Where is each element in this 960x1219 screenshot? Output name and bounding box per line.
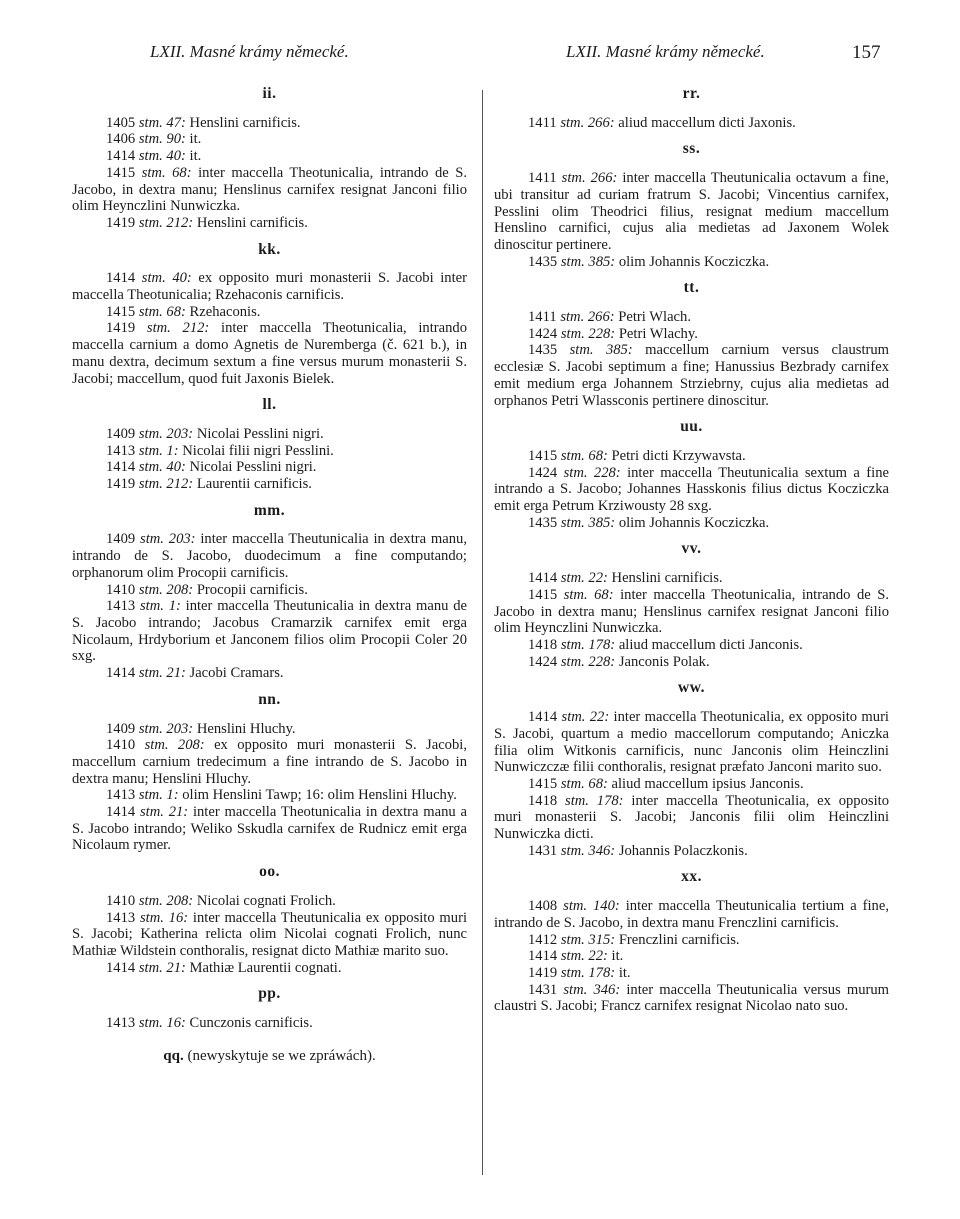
entry-reference: stm. 266: xyxy=(560,309,615,326)
record-entry xyxy=(72,893,467,910)
section xyxy=(494,141,889,270)
entry-reference: stm. 266: xyxy=(560,114,615,131)
entry-text: maccellum carnium versus claustrum ecclesiæ S. Jacobi septimum a fine; Hanussius Bezbrady carnifex emit medium erga Johannem Strziebrny, cujus alia medietas ad orphanos Petri Wlassconis pertinere dinoscitur. xyxy=(494,342,890,409)
record-entry xyxy=(494,654,889,671)
section-heading: nn. xyxy=(258,690,281,708)
entry-reference: stm. 1: xyxy=(138,787,179,804)
entry-reference: stm. 346: xyxy=(560,842,616,859)
entry-reference: stm. 228: xyxy=(560,653,616,670)
record-entry xyxy=(72,531,467,581)
entry-text: ex opposito muri monasterii S. Jacobi inter maccella Theotunicalia; Rzehaconis carnificis. xyxy=(72,270,467,304)
section xyxy=(494,419,889,531)
record-entry xyxy=(494,948,889,965)
note-label: qq. xyxy=(163,1047,184,1064)
section-heading: xx. xyxy=(681,868,702,886)
section-heading: oo. xyxy=(259,863,280,881)
entry-text: it. xyxy=(607,948,624,965)
entry-reference: stm. 68: xyxy=(563,586,614,603)
entry-year: 1409 xyxy=(106,531,136,548)
record-entry xyxy=(72,270,467,303)
entry-text: inter maccella Theutunicalia octavum a fine, ubi transitur ad curiam fratrum S. Jacobi; Vincentius carnifex, Pesslini olim Theodrici filius, resignat medium maccellum Henslino carnifici, cujus alia medietas ad Jaxonem Wolek dinoscitur pertinere. xyxy=(494,170,890,253)
record-entry xyxy=(494,587,889,637)
entry-year: 1424 xyxy=(528,464,558,481)
entry-year: 1410 xyxy=(106,737,136,754)
section xyxy=(494,869,889,1015)
entry-year: 1409 xyxy=(106,720,136,737)
record-entry xyxy=(72,737,467,787)
entry-year: 1410 xyxy=(106,581,136,598)
left-column xyxy=(72,86,467,1064)
entry-reference: stm. 22: xyxy=(560,570,608,587)
section-heading: ll. xyxy=(262,396,277,414)
entry-reference: stm. 315: xyxy=(560,931,616,948)
entry-text: inter maccella Theotunicalia, intrando de S. Jacobo in dextra manu; Henslinus carnifex resignat Janconi filio olim Heynczlini Nunwiczka. xyxy=(494,586,889,637)
entry-text: olim Henslini Tawp; 16: olim Henslini Hluchy. xyxy=(178,787,457,804)
entry-year: 1419 xyxy=(106,214,136,231)
entry-year: 1419 xyxy=(528,964,558,981)
entry-year: 1418 xyxy=(528,636,558,653)
running-title-left: LXII. Masné krámy německé. xyxy=(150,42,349,61)
entry-reference: stm. 385: xyxy=(560,253,616,270)
entry-text: it. xyxy=(185,148,202,165)
entry-reference: stm. 47: xyxy=(138,114,186,131)
entry-reference: stm. 16: xyxy=(139,909,189,926)
record-entry xyxy=(494,448,889,465)
entry-text: Petri dicti Krzywavsta. xyxy=(607,447,746,464)
entry-year: 1413 xyxy=(106,442,136,459)
section-heading: ss. xyxy=(682,140,701,158)
record-entry xyxy=(72,148,467,165)
entry-text: aliud maccellum dicti Janconis. xyxy=(615,636,803,653)
entry-year: 1415 xyxy=(528,447,558,464)
section-heading: vv. xyxy=(681,540,702,558)
record-entry xyxy=(72,804,467,854)
section-heading: ww. xyxy=(678,679,705,697)
entry-year: 1414 xyxy=(106,459,136,476)
record-entry xyxy=(494,170,889,254)
entry-year: 1409 xyxy=(106,425,136,442)
entry-reference: stm. 22: xyxy=(560,948,608,965)
entry-year: 1414 xyxy=(106,148,136,165)
record-entry xyxy=(494,570,889,587)
entry-text: Jacobi Cramars. xyxy=(185,665,284,682)
entry-text: Henslini carnificis. xyxy=(185,114,301,131)
entry-text: Petri Wlachy. xyxy=(615,325,698,342)
entry-year: 1408 xyxy=(528,898,558,915)
entry-text: inter maccella Theutunicalia in dextra manu de S. Jacobo intrando; Jacobus Cramarzik carnifex emit erga Nicolaum, Hrdyborium et Janconem filios olim Procopii Coler 20 sxg. xyxy=(72,598,467,665)
record-entry xyxy=(72,960,467,977)
entry-text: Johannis Polaczkonis. xyxy=(615,842,748,859)
section xyxy=(72,503,467,682)
section xyxy=(72,242,467,388)
record-entry xyxy=(494,465,889,515)
record-entry xyxy=(72,1015,467,1032)
entry-year: 1413 xyxy=(106,787,136,804)
entry-reference: stm. 68: xyxy=(560,775,608,792)
entry-reference: stm. 203: xyxy=(140,531,196,548)
record-entry xyxy=(494,342,889,409)
entry-reference: stm. 68: xyxy=(141,164,192,181)
entry-year: 1414 xyxy=(106,665,136,682)
section-heading: kk. xyxy=(258,240,281,258)
entry-year: 1415 xyxy=(106,303,136,320)
entry-reference: stm. 21: xyxy=(138,665,186,682)
record-entry xyxy=(72,582,467,599)
entry-reference: stm. 68: xyxy=(138,303,186,320)
entry-year: 1414 xyxy=(106,270,136,287)
entry-text: Henslini carnificis. xyxy=(607,570,723,587)
right-column xyxy=(494,86,889,1015)
entry-year: 1414 xyxy=(528,948,558,965)
record-entry xyxy=(72,115,467,132)
section-note xyxy=(72,1048,467,1065)
entry-year: 1435 xyxy=(528,514,558,531)
section xyxy=(494,680,889,859)
entry-text: inter maccella Theutunicalia versus murum claustri S. Jacobi; Francz carnifex resignat Nicolao nato suo. xyxy=(494,981,890,1015)
page-header xyxy=(0,38,960,74)
entry-reference: stm. 385: xyxy=(560,514,616,531)
entry-year: 1415 xyxy=(528,775,558,792)
entry-text: inter maccella Theotunicalia, intrando maccella carnium a domo Agnetis de Nuremberga (č. 621 b.), in manu dextra, decimum sextum a fine versus murum monasterii S. Jacobi; maccellum, quod fuit Jaxonis Bielek. xyxy=(72,320,467,387)
entry-year: 1435 xyxy=(528,342,558,359)
entry-text: inter maccella Theotunicalia in dextra manu a S. Jacobo intrando; Weliko Sskudla carnifex de Rudnicz emit erga Nicolaum rymer. xyxy=(72,804,467,854)
section xyxy=(72,397,467,493)
entry-reference: stm. 1: xyxy=(138,442,179,459)
record-entry xyxy=(494,793,889,843)
record-entry xyxy=(72,665,467,682)
section-heading: uu. xyxy=(680,418,703,436)
entry-reference: stm. 212: xyxy=(138,214,194,231)
entry-text: olim Johannis Kocziczka. xyxy=(615,253,770,270)
entry-reference: stm. 1: xyxy=(139,598,181,615)
entry-text: ex opposito muri monasterii S. Jacobi, maccellum carnium tredecimum a fine intrando de S. Jacobo in dextra manu; Henslini Hluchy. xyxy=(72,737,467,787)
entry-year: 1415 xyxy=(106,164,136,181)
note-text: (newyskytuje se we zpráwách). xyxy=(183,1047,376,1064)
entry-text: inter maccella Theotunicalia, ex opposito muri monasterii S. Jacobi; Janconis filii olim Heinczlini Nunwiczka dicti. xyxy=(494,792,889,843)
entry-text: Rzehaconis. xyxy=(185,303,261,320)
entry-year: 1414 xyxy=(106,804,136,821)
entry-year: 1411 xyxy=(528,309,557,326)
entry-text: Petri Wlach. xyxy=(614,309,691,326)
record-entry xyxy=(494,309,889,326)
entry-reference: stm. 178: xyxy=(565,792,624,809)
entry-text: Janconis Polak. xyxy=(615,653,710,670)
entry-text: Nicolai cognati Frolich. xyxy=(193,892,336,909)
entry-year: 1419 xyxy=(106,320,136,337)
entry-year: 1424 xyxy=(528,653,558,670)
entry-reference: stm. 40: xyxy=(138,459,186,476)
section-heading: mm. xyxy=(253,501,286,519)
entry-year: 1413 xyxy=(106,1015,136,1032)
entry-text: Cunczonis carnificis. xyxy=(185,1015,313,1032)
record-entry xyxy=(72,320,467,387)
record-entry xyxy=(72,721,467,738)
record-entry xyxy=(494,115,889,132)
section-heading: tt. xyxy=(683,279,700,297)
section xyxy=(72,864,467,976)
entry-text: Nicolai Pesslini nigri. xyxy=(185,459,317,476)
entry-text: Procopii carnificis. xyxy=(193,581,308,598)
section-heading: ii. xyxy=(262,85,277,102)
entry-reference: stm. 21: xyxy=(138,959,186,976)
entry-year: 1410 xyxy=(106,892,136,909)
entry-reference: stm. 178: xyxy=(560,636,616,653)
entry-reference: stm. 208: xyxy=(144,737,205,754)
entry-text: inter maccella Theotunicalia, ex opposito muri S. Jacobi, quartum a medio maccellorum computando; Aniczka filia olim Witkonis carnificis, nunc Janconis olim Heinczlini Nunwiczczæ filii conthoralis, resignat præfato Janconi marito suo. xyxy=(494,709,889,776)
entry-reference: stm. 228: xyxy=(563,464,621,481)
entry-reference: stm. 266: xyxy=(561,170,618,187)
entry-text: aliud maccellum ipsius Janconis. xyxy=(607,775,804,792)
record-entry xyxy=(72,426,467,443)
entry-text: it. xyxy=(185,131,202,148)
entry-text: Mathiæ Laurentii cognati. xyxy=(185,959,342,976)
entry-text: inter maccella Theotunicalia, intrando de S. Jacobo, in dextra manu; Henslinus carnifex resignat Janconi filio olim Heynczlini Nunwiczka. xyxy=(72,164,467,215)
entry-text: inter maccella Theutunicalia in dextra manu, intrando de S. Jacobo, duodecimum a fine computando; orphanorum olim Procopii carnificis. xyxy=(72,531,467,581)
entry-reference: stm. 40: xyxy=(141,270,192,287)
entry-year: 1419 xyxy=(106,476,136,493)
entry-year: 1412 xyxy=(528,931,558,948)
entry-text: Nicolai filii nigri Pesslini. xyxy=(178,442,334,459)
entry-reference: stm. 21: xyxy=(139,804,189,821)
record-entry xyxy=(72,910,467,960)
running-title-right: LXII. Masné krámy německé. xyxy=(566,42,765,61)
entry-reference: stm. 228: xyxy=(560,325,616,342)
entry-reference: stm. 178: xyxy=(560,964,616,981)
entry-year: 1414 xyxy=(106,959,136,976)
entry-text: Henslini carnificis. xyxy=(193,214,308,231)
record-entry xyxy=(494,932,889,949)
section xyxy=(72,692,467,854)
page-number: 157 xyxy=(852,42,881,63)
entry-reference: stm. 40: xyxy=(138,148,186,165)
record-entry xyxy=(494,254,889,271)
entry-reference: stm. 22: xyxy=(561,709,610,726)
entry-year: 1431 xyxy=(528,981,558,998)
entry-text: Nicolai Pesslini nigri. xyxy=(193,425,324,442)
record-entry xyxy=(494,898,889,931)
section xyxy=(494,86,889,131)
entry-year: 1418 xyxy=(528,792,558,809)
record-entry xyxy=(494,709,889,776)
record-entry xyxy=(72,443,467,460)
record-entry xyxy=(494,843,889,860)
section xyxy=(494,280,889,409)
entry-year: 1406 xyxy=(106,131,136,148)
entry-reference: stm. 140: xyxy=(563,898,620,915)
entry-year: 1413 xyxy=(106,598,136,615)
entry-year: 1435 xyxy=(528,253,558,270)
entry-year: 1414 xyxy=(528,570,558,587)
entry-text: aliud maccellum dicti Jaxonis. xyxy=(614,114,796,131)
entry-reference: stm. 208: xyxy=(138,892,194,909)
entry-year: 1411 xyxy=(528,170,557,187)
entry-text: inter maccella Theutunicalia sextum a fine intrando a S. Jacobo; Johannes Hasskonis filius dictus Kocziczka emit erga Petrum Krziwousty 28 sxg. xyxy=(494,464,889,515)
entry-reference: stm. 212: xyxy=(138,476,194,493)
entry-reference: stm. 203: xyxy=(138,720,194,737)
record-entry xyxy=(72,215,467,232)
entry-reference: stm. 90: xyxy=(138,131,186,148)
entry-text: Frenczlini carnificis. xyxy=(615,931,740,948)
record-entry xyxy=(72,131,467,148)
record-entry xyxy=(72,165,467,215)
section xyxy=(72,986,467,1031)
entry-reference: stm. 208: xyxy=(138,581,194,598)
entry-reference: stm. 68: xyxy=(560,447,608,464)
entry-year: 1415 xyxy=(528,586,558,603)
record-entry xyxy=(494,982,889,1015)
section-heading: pp. xyxy=(258,985,281,1003)
entry-text: olim Johannis Kocziczka. xyxy=(615,514,770,531)
record-entry xyxy=(494,326,889,343)
record-entry xyxy=(494,965,889,982)
entry-reference: stm. 16: xyxy=(138,1015,186,1032)
entry-reference: stm. 212: xyxy=(146,320,210,337)
entry-reference: stm. 346: xyxy=(563,981,621,998)
record-entry xyxy=(72,787,467,804)
record-entry xyxy=(72,598,467,665)
entry-text: it. xyxy=(615,964,631,981)
record-entry xyxy=(72,304,467,321)
record-entry xyxy=(72,459,467,476)
record-entry xyxy=(494,515,889,532)
record-entry xyxy=(494,776,889,793)
entry-text: inter maccella Theutunicalia tertium a fine, intrando de S. Jacobo, in dextra manu Frenczlini carnificis. xyxy=(494,898,889,931)
entry-year: 1431 xyxy=(528,842,558,859)
entry-year: 1411 xyxy=(528,114,557,131)
entry-year: 1405 xyxy=(106,114,136,131)
entry-text: inter maccella Theutunicalia ex opposito muri S. Jacobi; Katherina relicta olim Nicolai cognati Frolich, nunc Mathiæ Wildstein conthoralis, resignat dicto Mathiæ marito suo. xyxy=(72,909,467,959)
entry-year: 1413 xyxy=(106,909,136,926)
section xyxy=(494,541,889,670)
entry-year: 1424 xyxy=(528,325,558,342)
record-entry xyxy=(72,476,467,493)
entry-text: Laurentii carnificis. xyxy=(193,476,312,493)
entry-reference: stm. 385: xyxy=(569,342,633,359)
record-entry xyxy=(494,637,889,654)
entry-text: Henslini Hluchy. xyxy=(193,720,296,737)
section-heading: rr. xyxy=(682,85,701,102)
section xyxy=(72,86,467,232)
column-divider xyxy=(482,90,483,1175)
entry-year: 1414 xyxy=(528,709,558,726)
entry-reference: stm. 203: xyxy=(138,425,194,442)
